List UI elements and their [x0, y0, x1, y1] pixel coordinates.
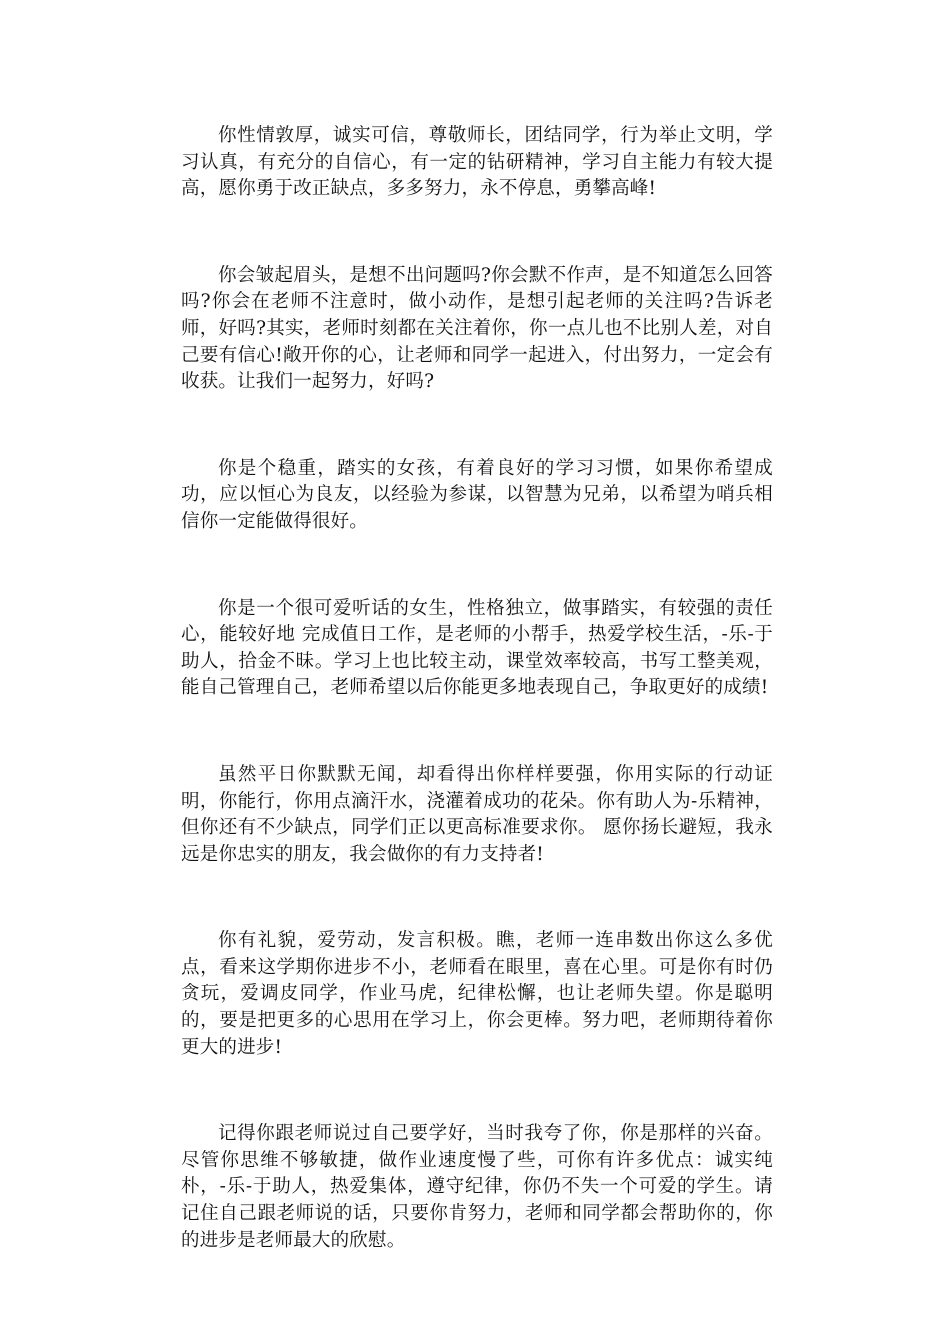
paragraph-2: 你会皱起眉头，是想不出问题吗?你会默不作声，是不知道怎么回答吗?你会在老师不注意时，做小动作，是想引起老师的关注吗?告诉老师，好吗?其实，老师时刻都在关注着你，你一点儿也不比别人差，对自己要有信心!敞开你的心，让老师和同学一起进入，付出努力，一定会有收获。让我们一起努力，好吗? [181, 264, 773, 393]
paragraph-3: 你是个稳重，踏实的女孩，有着良好的学习习惯，如果你希望成功，应以恒心为良友，以经验为参谋，以智慧为兄弟，以希望为哨兵相信你一定能做得很好。 [181, 457, 773, 532]
paragraph-6: 你有礼貌，爱劳动，发言积极。瞧，老师一连串数出你这么多优点，看来这学期你进步不小，老师看在眼里，喜在心里。可是你有时仍贪玩，爱调皮同学，作业马虎，纪律松懈，也让老师失望。你是聪明的，要是把更多的心思用在学习上，你会更棒。努力吧，老师期待着你更大的进步! [181, 930, 773, 1058]
paragraph-4: 你是一个很可爱听话的女生，性格独立，做事踏实，有较强的责任心，能较好地 完成值日工作，是老师的小帮手，热爱学校生活，-乐-于助人，拾金不昧。学习上也比较主动，课堂效率较高，书写工整美观，能自己管理自己，老师希望以后你能更多地表现自己，争取更好的成绩! [181, 597, 773, 699]
document-body [181, 123, 773, 1254]
paragraph-7: 记得你跟老师说过自己要学好，当时我夸了你，你是那样的兴奋。尽管你思维不够敏捷，做作业速度慢了些，可你有许多优点：诚实纯朴，-乐-于助人，热爱集体，遵守纪律，你仍不失一个可爱的学生。请记住自己跟老师说的话，只要你肯努力，老师和同学都会帮助你的，你的进步是老师最大的欣慰。 [181, 1123, 773, 1251]
paragraph-5: 虽然平日你默默无闻，却看得出你样样要强，你用实际的行动证明，你能行，你用点滴汗水，浇灌着成功的花朵。你有助人为-乐精神，但你还有不少缺点，同学们正以更高标准要求你。 愿你扬长避短，我永远是你忠实的朋友，我会做你的有力支持者! [181, 763, 773, 865]
paragraph-1: 你性情敦厚，诚实可信，尊敬师长，团结同学，行为举止文明，学习认真，有充分的自信心，有一定的钻研精神，学习自主能力有较大提高，愿你勇于改正缺点，多多努力，永不停息，勇攀高峰! [181, 125, 773, 200]
